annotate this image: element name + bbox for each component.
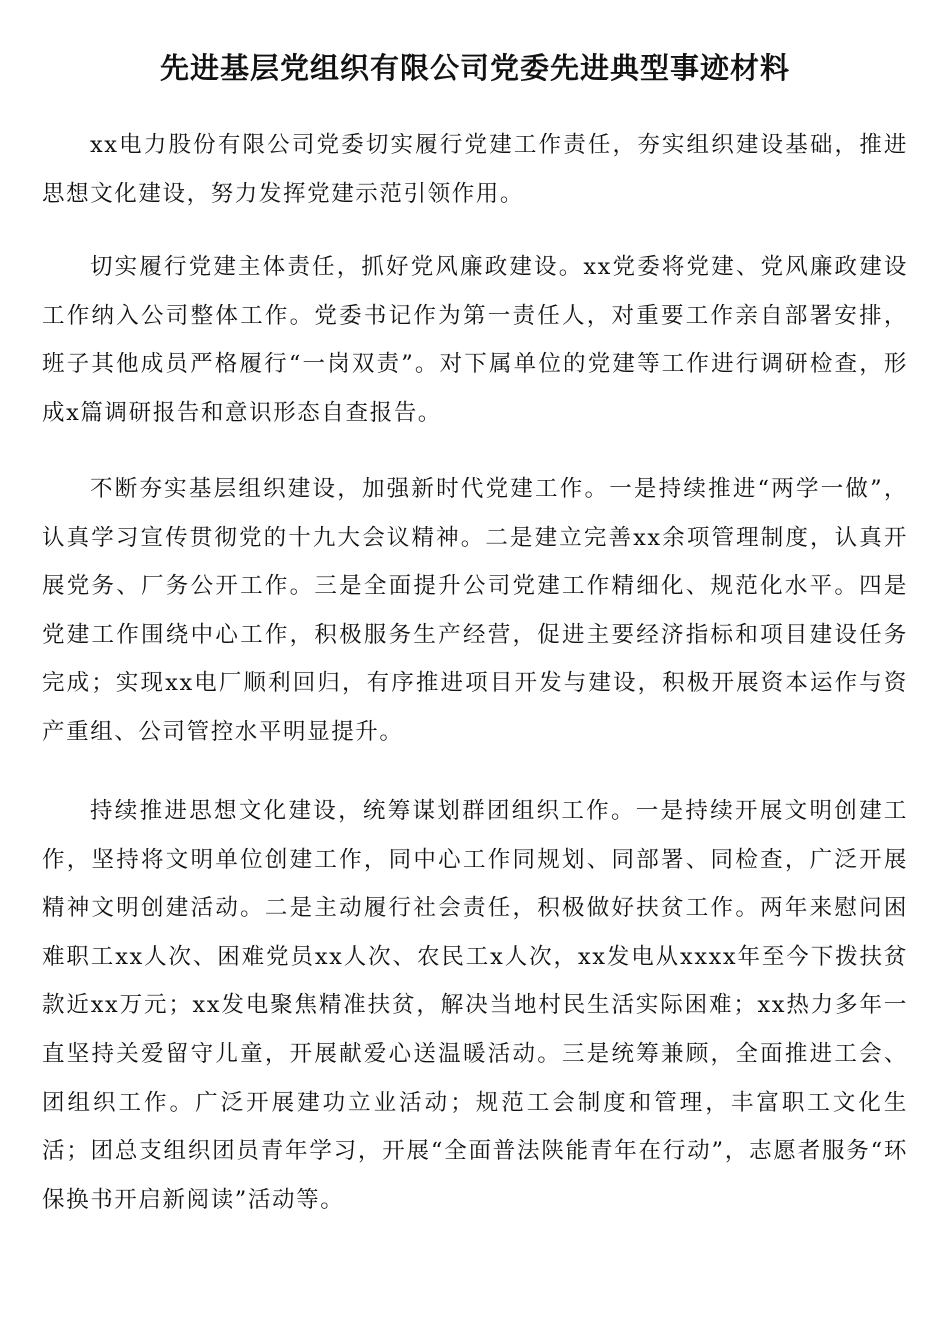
paragraph-grassroots-organization: 不断夯实基层组织建设，加强新时代党建工作。一是持续推进“两学一做”，认真学习宣传贯彻党的十九大会议精神。二是建立完善xx余项管理制度，认真开展党务、厂务公开工作。三是全面提升公司党建工作精细化、规范化水平。四是党建工作围绕中心工作，积极服务生产经营，促进主要经济指标和项目建设任务完成；实现xx电厂顺利回归，有序推进项目开发与建设，积极开展资本运作与资产重组、公司管控水平明显提升。 <box>42 476 908 745</box>
paragraph-culture-building: 持续推进思想文化建设，统筹谋划群团组织工作。一是持续开展文明创建工作，坚持将文明单位创建工作，同中心工作同规划、同部署、同检查，广泛开展精神文明创建活动。二是主动履行社会责任，积极做好扶贫工作。两年来慰问困难职工xx人次、困难党员xx人次、农民工x人次，xx发电从xxxx年至今下拨扶贫款近xx万元；xx发电聚焦精准扶贫，解决当地村民生活实际困难；xx热力多年一直坚持关爱留守儿童，开展献爱心送温暖活动。三是统筹兼顾，全面推进工会、团组织工作。广泛开展建功立业活动；规范工会制度和管理，丰富职工文化生活；团总支组织团员青年学习，开展“全面普法陕能青年在行动”，志愿者服务“环保换书开启新阅读”活动等。 <box>42 798 908 1213</box>
paragraph-party-responsibility: 切实履行党建主体责任，抓好党风廉政建设。xx党委将党建、党风廉政建设工作纳入公司整体工作。党委书记作为第一责任人，对重要工作亲自部署安排，班子其他成员严格履行“一岗双责”。对下属单位的党建等工作进行调研检查，形成x篇调研报告和意识形态自查报告。 <box>42 254 908 426</box>
paragraph-intro: xx电力股份有限公司党委切实履行党建工作责任，夯实组织建设基础，推进思想文化建设，努力发挥党建示范引领作用。 <box>42 132 908 207</box>
document-title: 先进基层党组织有限公司党委先进典型事迹材料 <box>159 51 790 85</box>
